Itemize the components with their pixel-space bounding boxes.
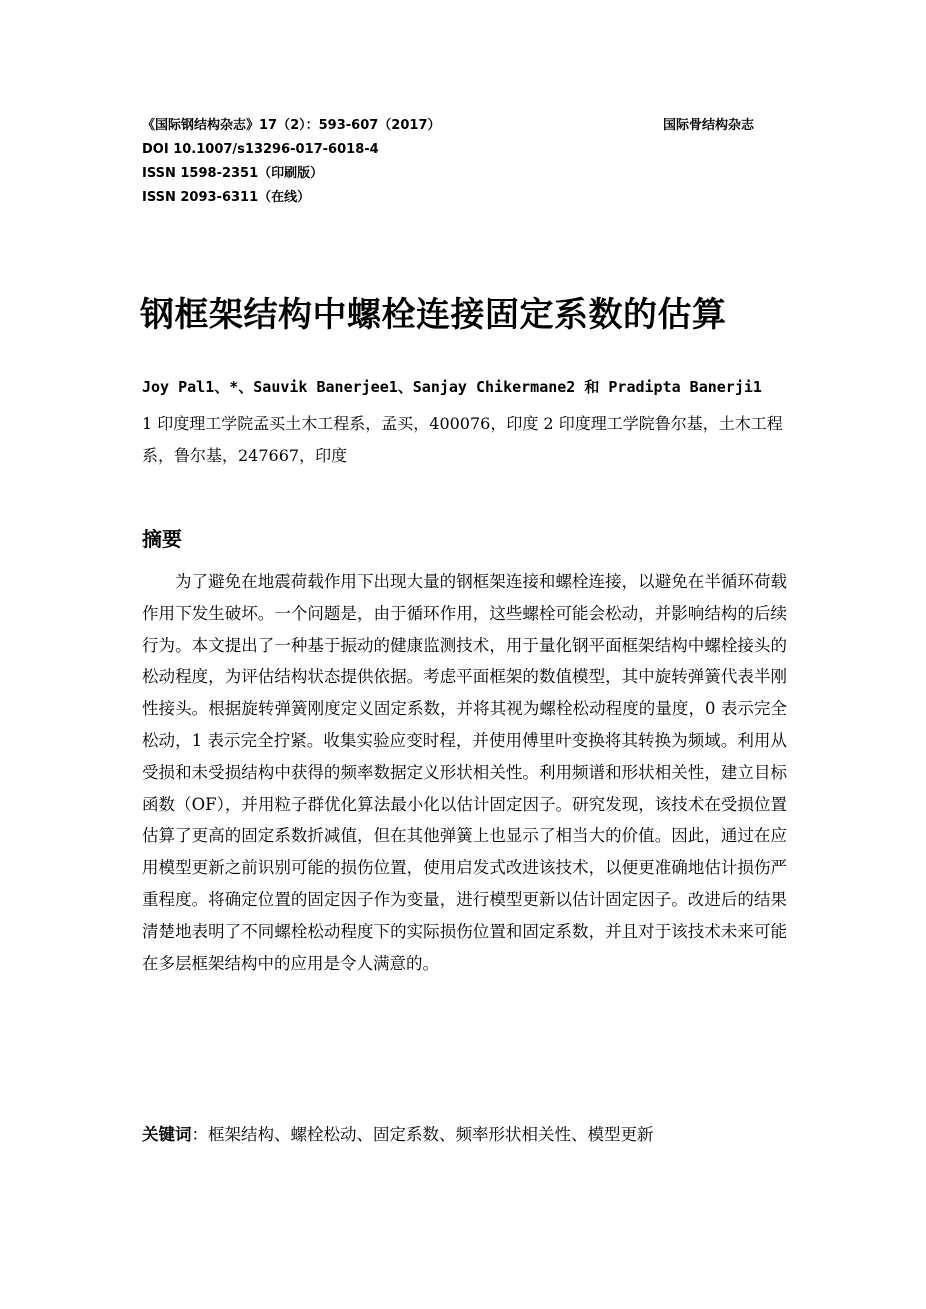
doi: DOI 10.1007/s13296-017-6018-4	[142, 142, 379, 157]
abstract-heading: 摘要	[142, 527, 182, 551]
journal-name: 国际骨结构杂志	[663, 118, 755, 133]
issn-print: ISSN 1598-2351（印刷版）	[142, 166, 324, 181]
issn-online: ISSN 2093-6311（在线）	[142, 190, 311, 205]
keywords-separator: ：	[191, 1125, 208, 1144]
paper-title: 钢框架结构中螺栓连接固定系数的估算	[140, 295, 727, 335]
authors: Joy Pal1、*、Sauvik Banerjee1、Sanjay Chikermane2 和 Pradipta Banerji1	[142, 378, 762, 396]
journal-citation: 《国际钢结构杂志》17（2）：593-607（2017）	[142, 118, 441, 133]
keywords	[142, 1120, 654, 1150]
affiliation: 1 印度理工学院孟买土木工程系，孟买，400076，印度 2 印度理工学院鲁尔基，土木工程系，鲁尔基，247667，印度	[142, 414, 783, 465]
keywords-label: 关键词	[142, 1125, 192, 1144]
keywords-text: 框架结构、螺栓松动、固定系数、频率形状相关性、模型更新	[208, 1125, 654, 1144]
abstract-body: 为了避免在地震荷载作用下出现大量的钢框架连接和螺栓连接，以避免在半循环荷载作用下发生破坏。一个问题是，由于循环作用，这些螺栓可能会松动，并影响结构的后续行为。本文提出了一种基于振动的健康监测技术，用于量化钢平面框架结构中螺栓接头的松动程度，为评估结构状态提供依据。考虑平面框架的数值模型，其中旋转弹簧代表半刚性接头。根据旋转弹簧刚度定义固定系数，并将其视为螺栓松动程度的量度，0 表示完全松动，1 表示完全拧紧。收集实验应变时程，并使用傅里叶变换将其转换为频域。利用从受损和未受损结构中获得的频率数据定义形状相关性。利用频谱和形状相关性，建立目标函数（OF），并用粒子群优化算法最小化以估计固定因子。研究发现，该技术在受损位置估算了更高的固定系数折减值，但在其他弹簧上也显示了相当大的价值。因此，通过在应用模型更新之前识别可能的损伤位置，使用启发式改进该技术，以便更准确地估计损伤严重程度。将确定位置的固定因子作为变量，进行模型更新以估计固定因子。改进后的结果清楚地表明了不同螺栓松动程度下的实际损伤位置和固定系数，并且对于该技术未来可能在多层框架结构中的应用是令人满意的。	[142, 572, 787, 973]
